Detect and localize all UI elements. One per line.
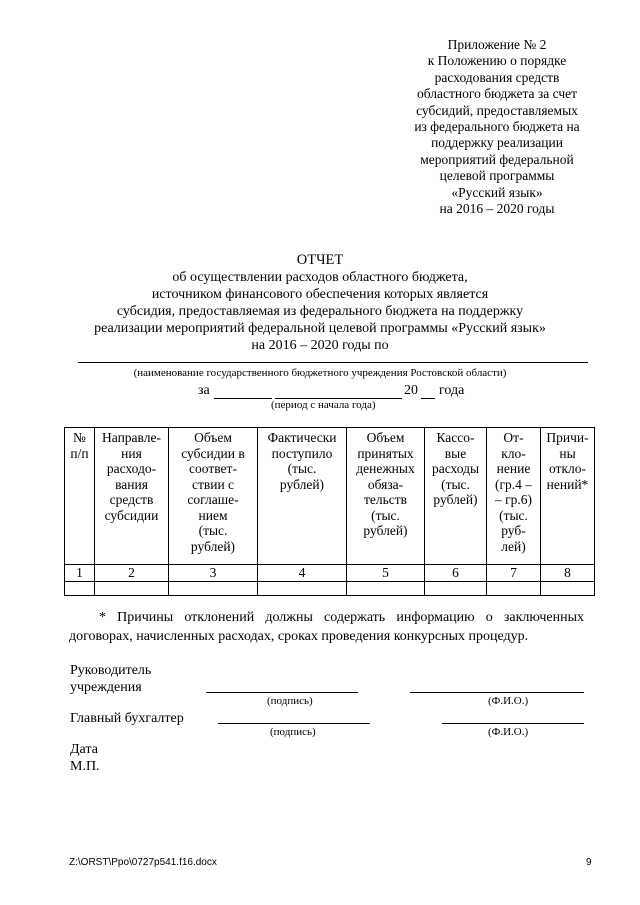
table-header-row	[65, 428, 595, 565]
header-cell-reasons: Причи- ны откло- нений*	[541, 428, 595, 565]
appendix-line: «Русский язык»	[451, 184, 543, 200]
head-name-caption: (Ф.И.О.)	[488, 695, 529, 707]
appendix-line: расходования средств	[434, 69, 560, 85]
header-cell-obligations: Объем принятых денежных обяза- тельств (тыс. рублей)	[347, 428, 425, 565]
institution-name-line	[78, 362, 588, 363]
header-cell-cash-expenses: Кассо- вые расходы (тыс. рублей)	[425, 428, 487, 565]
column-number: 6	[425, 565, 487, 582]
appendix-line: Приложение № 2	[447, 37, 547, 52]
table-row	[65, 581, 595, 595]
header-cell-number: № п/п	[65, 428, 95, 565]
appendix-line: на 2016 – 2020 годы	[439, 201, 555, 217]
accountant-signature-caption: (подпись)	[270, 726, 316, 738]
report-title-line: субсидия, предоставляемая из федерального бюджета на поддержку	[116, 304, 524, 319]
report-title-line: реализации мероприятий федеральной целевой программы «Русский язык»	[94, 321, 546, 336]
head-signature-caption: (подпись)	[267, 695, 313, 707]
report-title-line: источником финансового обеспечения которых является	[151, 287, 489, 302]
accountant-label: Главный бухгалтер	[70, 711, 184, 726]
column-number: 8	[541, 565, 595, 582]
appendix-line: к Положению о порядке	[427, 53, 567, 69]
accountant-name-line	[442, 723, 584, 724]
column-number: 7	[487, 565, 541, 582]
head-signature-line	[206, 692, 358, 693]
column-number: 3	[169, 565, 258, 582]
header-cell-direction: Направле- ния расходо- вания средств субсидии	[95, 428, 169, 565]
period-caption: (период с начала года)	[271, 399, 376, 411]
report-table	[64, 427, 595, 596]
period-year-line	[421, 398, 435, 399]
appendix-line: из федерального бюджета на	[414, 119, 580, 135]
institution-caption: (наименование государственного бюджетного учреждения Ростовской области)	[133, 367, 507, 379]
appendix-line: областного бюджета за счет	[416, 86, 578, 102]
accountant-signature-line	[218, 723, 370, 724]
accountant-name-caption: (Ф.И.О.)	[488, 726, 529, 738]
column-number: 1	[65, 565, 95, 582]
period-suffix: года	[439, 383, 465, 398]
appendix-line: целевой программы	[439, 168, 555, 184]
column-number: 2	[95, 565, 169, 582]
period-prefix: за	[198, 383, 210, 398]
head-name-line	[410, 692, 584, 693]
report-heading: ОТЧЕТ	[296, 252, 344, 268]
column-number: 5	[347, 565, 425, 582]
column-number: 4	[258, 565, 347, 582]
header-cell-received: Фактически поступило (тыс. рублей)	[258, 428, 347, 565]
head-label-line1: Руководитель	[70, 663, 152, 678]
report-title-line: на 2016 – 2020 годы по	[251, 338, 389, 353]
appendix-line: поддержку реализации	[431, 135, 563, 151]
appendix-header	[392, 37, 602, 217]
header-cell-deviation: От- кло- нение (гр.4 – – гр.6) (тыс. руб- лей)	[487, 428, 541, 565]
appendix-line: субсидий, предоставляемых	[416, 102, 578, 118]
header-cell-agreement-amount: Объем субсидии в соответ- ствии с соглаше- нием (тыс. рублей)	[169, 428, 258, 565]
period-year: 20	[404, 383, 418, 398]
head-label-line2: учреждения	[70, 680, 142, 695]
report-title-block	[60, 252, 580, 354]
column-number-row	[65, 565, 595, 582]
footnote: * Причины отклонений должны содержать информацию о заключенных договорах, начисленных расходах, сроках проведения конкурсных процедур.	[69, 610, 584, 644]
appendix-line: мероприятий федеральной	[420, 151, 574, 167]
page-number: 9	[586, 857, 592, 868]
stamp-label: М.П.	[70, 759, 100, 774]
period-start-line	[214, 398, 272, 399]
report-title-line: об осуществлении расходов областного бюджета,	[172, 270, 468, 285]
date-label: Дата	[70, 742, 98, 757]
footer-file-path: Z:\ORST\Ppo\0727p541.f16.docx	[69, 857, 217, 868]
